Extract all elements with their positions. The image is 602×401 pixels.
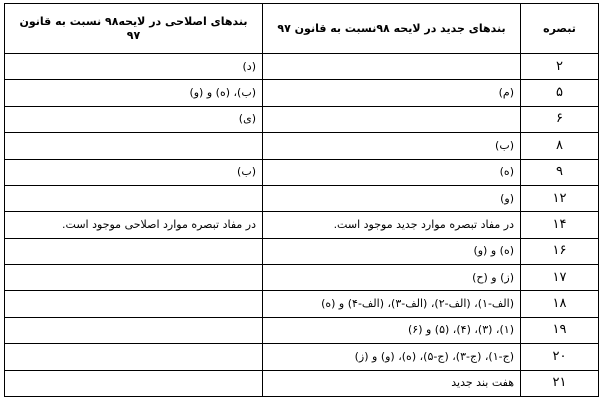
amended-clause-cell — [5, 265, 263, 291]
table-row — [5, 185, 599, 211]
tabsare-cell: ۸ — [521, 133, 599, 159]
new-clause-cell: (ه) و (و) — [263, 238, 521, 264]
tabsare-cell: ۹ — [521, 159, 599, 185]
tabsare-cell: ۵ — [521, 80, 599, 106]
table-row — [5, 106, 599, 132]
tabsare-cell: ۱۷ — [521, 265, 599, 291]
amended-clause-cell: (ب) — [5, 159, 263, 185]
new-clause-cell: هفت بند جدید — [263, 370, 521, 397]
tabsare-cell: ۱۲ — [521, 185, 599, 211]
tabsare-cell: ۲۱ — [521, 370, 599, 397]
clauses-comparison-table — [4, 3, 599, 397]
table-row — [5, 317, 599, 343]
new-clause-cell: (م) — [263, 80, 521, 106]
table-row — [5, 291, 599, 317]
table-row — [5, 54, 599, 80]
amended-clause-cell — [5, 133, 263, 159]
tabsare-cell: ۱۸ — [521, 291, 599, 317]
tabsare-cell: ۲۰ — [521, 344, 599, 370]
table-row — [5, 265, 599, 291]
new-clause-cell: (ز) و (ح) — [263, 265, 521, 291]
amended-clause-cell: (ب)، (ه) و (و) — [5, 80, 263, 106]
tabsare-cell: ۶ — [521, 106, 599, 132]
header-new-clauses: بندهای جدید در لایحه ۹۸نسبت به قانون ۹۷ — [263, 4, 521, 54]
new-clause-cell: (الف-۱)، (الف-۲)، (الف-۳)، (الف-۴) و (ه) — [263, 291, 521, 317]
new-clause-cell: (و) — [263, 185, 521, 211]
amended-clause-cell — [5, 238, 263, 264]
tabsare-cell: ۲ — [521, 54, 599, 80]
table-row — [5, 80, 599, 106]
tabsare-cell: ۱۶ — [521, 238, 599, 264]
amended-clause-cell — [5, 317, 263, 343]
new-clause-cell: (ج-۱)، (ج-۳)، (ج-۵)، (ه)، (و) و (ز) — [263, 344, 521, 370]
table-row — [5, 212, 599, 238]
amended-clause-cell: در مفاد تبصره موارد اصلاحی موجود است. — [5, 212, 263, 238]
amended-clause-cell: (ی) — [5, 106, 263, 132]
tabsare-cell: ۱۹ — [521, 317, 599, 343]
header-tabsare: تبصره — [521, 4, 599, 54]
amended-clause-cell — [5, 370, 263, 397]
table-row — [5, 159, 599, 185]
new-clause-cell: (ه) — [263, 159, 521, 185]
new-clause-cell: (ب) — [263, 133, 521, 159]
new-clause-cell — [263, 106, 521, 132]
tabsare-cell: ۱۴ — [521, 212, 599, 238]
table-row — [5, 133, 599, 159]
header-amended-clauses: بندهای اصلاحی در لایحه۹۸ نسبت به قانون ۹۷ — [5, 4, 263, 54]
new-clause-cell — [263, 54, 521, 80]
table-header-row — [5, 4, 599, 54]
table-row — [5, 344, 599, 370]
amended-clause-cell — [5, 344, 263, 370]
new-clause-cell: در مفاد تبصره موارد جدید موجود است. — [263, 212, 521, 238]
table-row — [5, 370, 599, 397]
amended-clause-cell: (د) — [5, 54, 263, 80]
amended-clause-cell — [5, 185, 263, 211]
new-clause-cell: (۱)، (۳)، (۴)، (۵) و (۶) — [263, 317, 521, 343]
amended-clause-cell — [5, 291, 263, 317]
table-row — [5, 238, 599, 264]
